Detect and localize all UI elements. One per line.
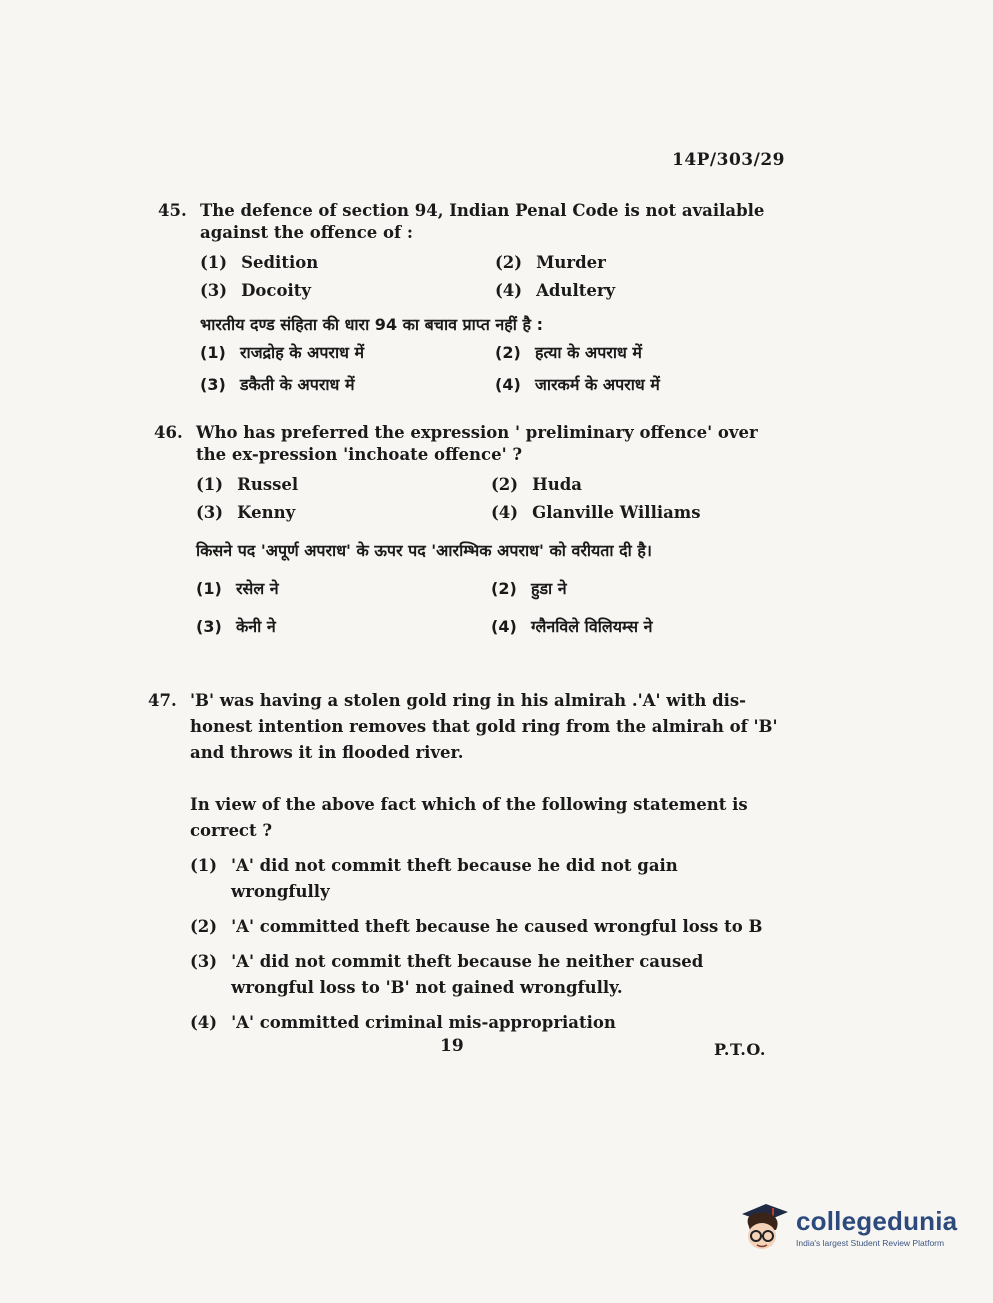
option-1: (1) 'A' did not commit theft because he did not gain wrongfully [190,856,678,901]
brand-name: collegedunia [796,1206,958,1236]
option-3: (3) डकैती के अपराध में [200,375,355,394]
question-number: 46. [154,423,183,442]
question-46 [154,422,786,638]
option-3: (3) Docoity [200,281,311,300]
question-number: 47. [148,691,177,710]
brand-tagline: India's largest Student Review Platform [796,1238,945,1248]
option-4: (4) Glanville Williams [491,503,701,522]
question-stem: The defence of section 94, Indian Penal Code is not available against the offence of : [200,201,765,242]
options-list [190,853,780,1036]
option-4: (4) ग्लैनविले विलियम्स ने [491,617,653,636]
hindi-stem: किसने पद 'अपूर्ण अपराध' के ऊपर पद 'आरम्भिक अपराध' को वरीयता दी है। [196,541,652,560]
options-hindi [196,578,786,638]
question-47 [148,688,780,1036]
hindi-block [200,314,790,396]
student-mascot-icon [736,1196,790,1258]
page-number: 19 [440,1036,464,1056]
options-english [196,474,786,524]
option-3: (3) केनी ने [196,617,276,636]
option-2: (2) हत्या के अपराध में [495,343,642,362]
brand-watermark [736,1196,957,1258]
option-1: (1) राजद्रोह के अपराध में [200,343,365,362]
hindi-block [196,540,786,638]
question-45 [158,200,790,396]
option-3: (3) Kenny [196,503,296,522]
option-1: (1) रसेल ने [196,579,279,598]
option-3: (3) 'A' did not commit theft because he neither caused wrongful loss to 'B' not gained wrongfully. [190,952,704,997]
option-2: (2) Huda [491,475,582,494]
option-4: (4) जारकर्म के अपराध में [495,375,660,394]
question-stem: Who has preferred the expression ' preliminary offence' over the ex-pression 'inchoate offence' ? [196,423,758,464]
question-number: 45. [158,201,187,220]
option-2: (2) हुडा ने [491,579,567,598]
option-4: (4) Adultery [495,281,616,300]
option-4: (4) 'A' committed criminal mis-appropriation [190,1013,616,1032]
option-2: (2) Murder [495,253,606,272]
options-hindi [200,342,790,396]
pto-label: P.T.O. [714,1040,766,1059]
paper-code: 14P/303/29 [671,150,785,170]
question-sub-stem: In view of the above fact which of the following statement is correct ? [190,795,748,840]
question-stem: 'B' was having a stolen gold ring in his almirah .'A' with dis-honest intention removes that gold ring from the almirah of 'B' and throws it in flooded river. [190,691,778,762]
option-1: (1) Russel [196,475,299,494]
hindi-stem: भारतीय दण्ड संहिता की धारा 94 का बचाव प्राप्त नहीं है : [200,315,543,334]
option-1: (1) Sedition [200,253,319,272]
option-2: (2) 'A' committed theft because he caused wrongful loss to B [190,917,763,936]
options-english [200,252,790,302]
